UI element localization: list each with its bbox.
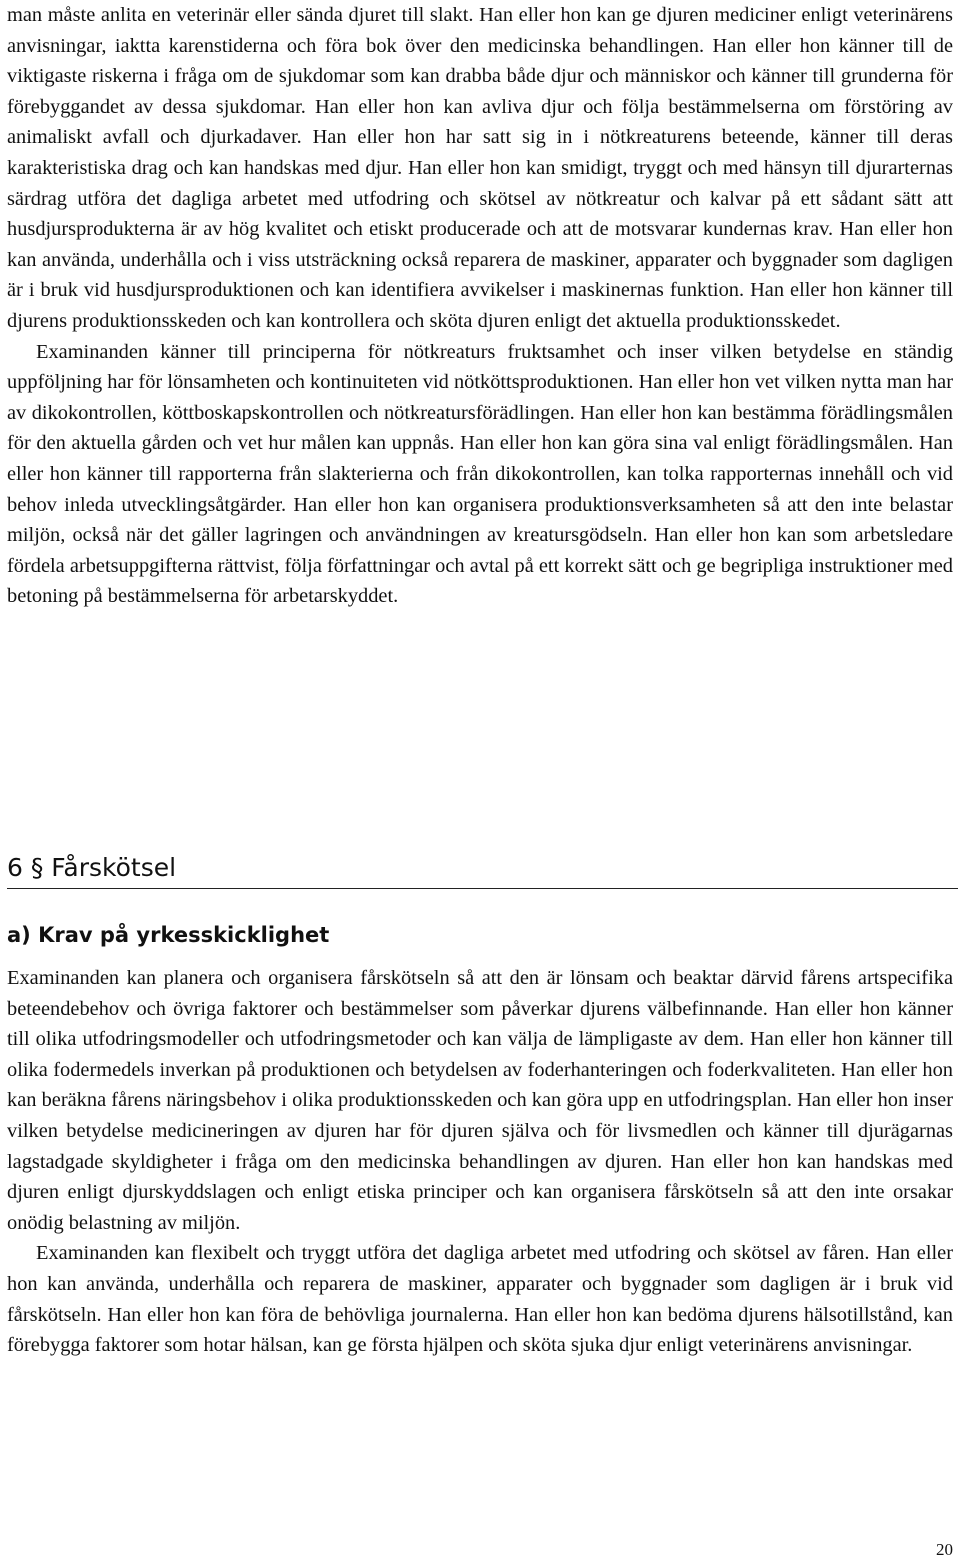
paragraph: Examinanden känner till principerna för nötkreaturs fruktsamhet och inser vilken betydelse en ständig uppföljning har för lönsamheten och kontinuiteten vid nötköttsproduktionen. Han eller hon vet vilken nytta man har av dikokontrollen, köttboskapskontrollen och nötkreatursförädlingen. Han eller hon kan bestämma förädlingsmålen för den aktuella gården och vet hur målen kan uppnås. Han eller hon kan göra sina val enligt förädlingsmålen. Han eller hon känner till rapporterna från slakterierna och från dikokontrollen, kan tolka rapporternas innehåll och vid behov inleda utvecklingsåtgärder. Han eller hon kan organisera produktionsverksamheten så att den inte belastar miljön, också när det gäller lagringen och användningen av kreatursgödseln. Han eller hon kan som arbetsledare fördela arbetsuppgifterna rättvist, följa författningar och avtal på ett korrekt sätt och ge begripliga instruktioner med betoning på bestämmelserna för arbetarskyddet. [7,340,953,608]
page-number: 20 [936,1540,953,1559]
section-heading: 6 § Fårskötsel [7,850,958,889]
paragraph: Examinanden kan planera och organisera fårskötseln så att den är lönsam och beaktar därvid fårens artspecifika beteendebehov och övriga faktorer och bestämmelser som påverkar djurens välbefinnande. Han eller hon känner till olika utfodringsmodeller och utfodringsmetoder och kan välja de lämpligaste av dem. Han eller hon känner till olika fodermedels inverkan på produktionen och betydelsen av foderhanteringen och foderkvaliteten. Han eller hon kan beräkna fårens näringsbehov i olika produktionsskeden och kan göra upp en utfodringsplan. Han eller hon inser vilken betydelse medicineringen av djuren har för djuren själva och för livsmedlen och känner till djurägarnas lagstadgade skyldigheter i fråga om den medicinska behandlingen av djuren. Han eller hon kan handskas med djuren enligt djurskyddslagen och enligt etiska principer och kan organisera fårskötseln så att den inte orsakar onödig belastning av miljön. [7,967,953,1234]
body-text-top [7,0,953,612]
subsection-heading: a) Krav på yrkesskicklighet [7,923,330,947]
body-text-bottom [7,963,953,1361]
paragraph-continued: man måste anlita en veterinär eller sända djuret till slakt. Han eller hon kan ge djuren mediciner enligt veterinärens anvisningar, iaktta karenstiderna och föra bok över den medicinska behandlingen. Han eller hon känner till de viktigaste riskerna i fråga om de sjukdomar som kan drabba både djur och människor och känner till grunderna för förebyggandet av dessa sjukdomar. Han eller hon kan avliva djur och följa bestämmelserna om förstöring av animaliskt avfall och djurkadaver. Han eller hon har satt sig in i nötkreaturens beteende, känner till deras karakteristiska drag och kan handskas med djur. Han eller hon kan smidigt, tryggt och med hänsyn till djurarternas särdrag utföra det dagliga arbetet med utfodring och skötsel av nötkreatur och kalvar på ett sådant sätt att husdjursprodukterna är av hög kvalitet och etiskt producerade och att de motsvarar kundernas krav. Han eller hon kan använda, underhålla och i viss utsträckning också reparera de maskiner, apparater och byggnader som dagligen är i bruk vid husdjursproduktionen och kan identifiera avvikelser i maskinernas funktion. Han eller hon känner till djurens produktionsskeden och kan kontrollera och sköta djuren enligt det aktuella produktionsskedet. [7,4,953,332]
paragraph: Examinanden kan flexibelt och tryggt utföra det dagliga arbetet med utfodring och skötsel av fåren. Han eller hon kan använda, underhålla och reparera de maskiner, apparater och byggnader som dagligen är i bruk vid fårskötseln. Han eller hon kan föra de behövliga journalerna. Han eller hon kan bedöma djurens hälsotillstånd, kan förebygga faktorer som hotar hälsan, kan ge första hjälpen och sköta sjuka djur enligt veterinärens anvisningar. [7,1242,953,1357]
